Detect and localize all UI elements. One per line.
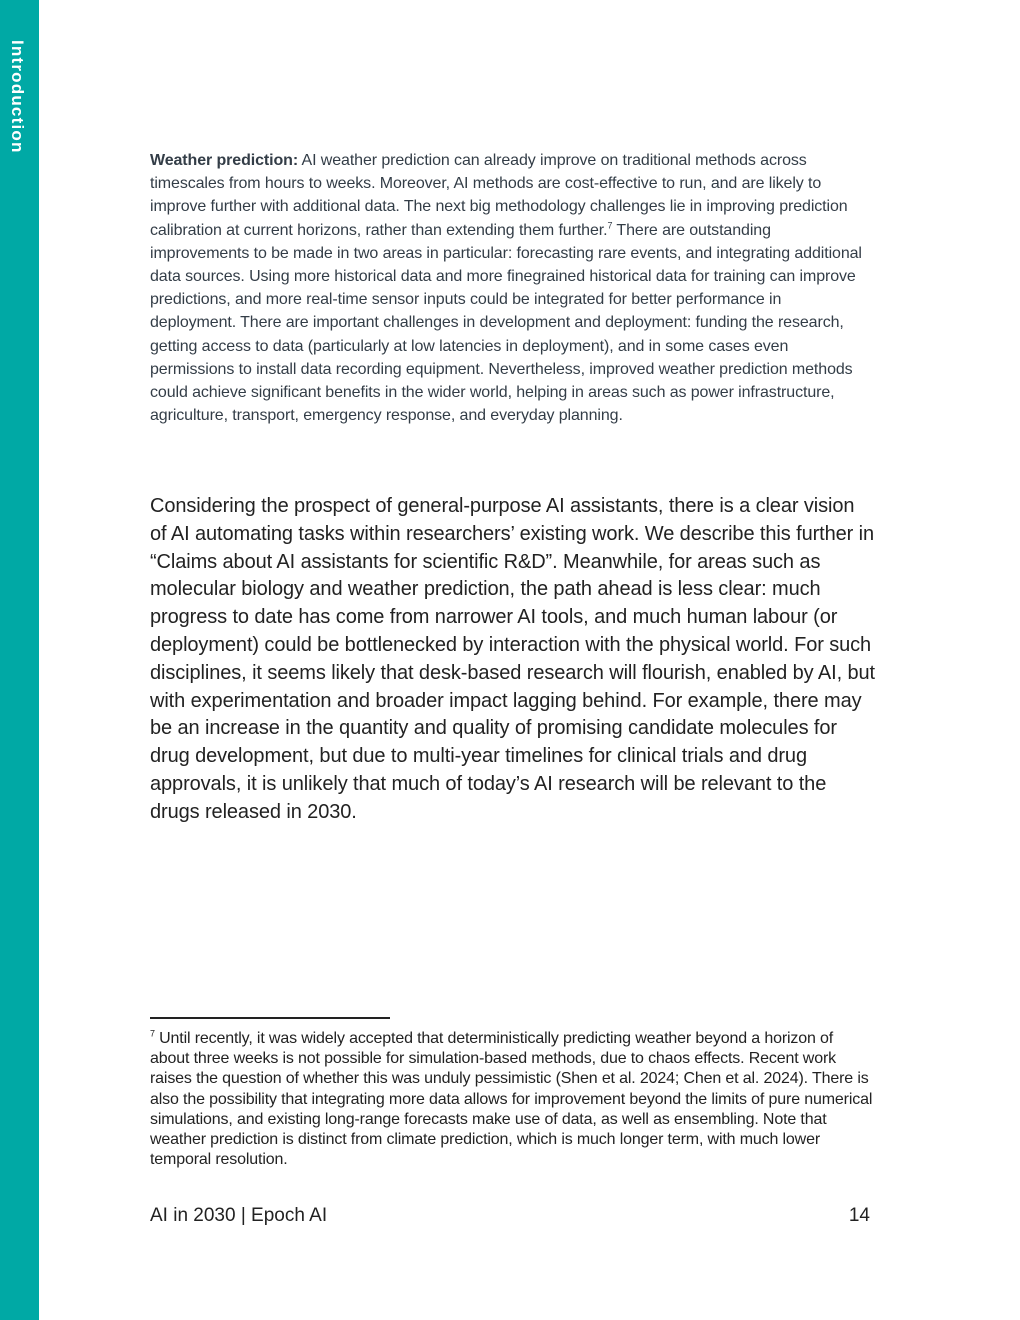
section-label: Introduction xyxy=(8,40,27,154)
footnote-text: Until recently, it was widely accepted that deterministically predicting weather beyond a horizon of about three weeks is not possible for simulation-based methods, due to chaos effects. Recent work raises the question of whether this was unduly pessimistic (Shen et al. 2024; Chen et al. 2024). There is also the possibility that integrating more data allows for improvement beyond the limits of pure numerical simulations, and existing long-range forecasts make use of data, as well as ensembling. Note that weather prediction is distinct from climate prediction, which is much longer term, with much lower temporal resolution. xyxy=(150,1030,873,1169)
footnote xyxy=(150,1029,875,1170)
footnote-divider xyxy=(150,1017,390,1019)
page-number: 14 xyxy=(848,1205,870,1226)
footer-title: AI in 2030 | Epoch AI xyxy=(150,1205,328,1226)
callout-text-part1: AI weather prediction can already improve on traditional methods across timescales from hours to weeks. Moreover, AI methods are cost-effective to run, and are likely to improve further with additional data. The next big methodology challenges lie in improving prediction calibration at current horizons, rather than extending them further. xyxy=(150,152,848,239)
callout-lead: Weather prediction: xyxy=(150,152,299,169)
callout-text-part2: There are outstanding improvements to be made in two areas in particular: forecasting rare events, and integrating additional data sources. Using more historical data and more finegrained historical data for training can improve predictions, and more real-time sensor inputs could be integrated for better performance in deployment. There are important challenges in development and deployment: funding the research, getting access to data (particularly at low latencies in deployment), and in some cases even permissions to install data recording equipment. Nevertheless, improved weather prediction methods could achieve significant benefits in the wider world, helping in areas such as power infrastructure, agriculture, transport, emergency response, and everyday planning. xyxy=(150,221,862,425)
footnote-reference[interactable]: 7 xyxy=(607,220,613,231)
footnote-number: 7 xyxy=(150,1028,155,1039)
main-paragraph: Considering the prospect of general-purpose AI assistants, there is a clear vision of AI automating tasks within researchers’ existing work. We describe this further in “Claims about AI assistants for scientific R&D”. Meanwhile, for areas such as molecular biology and weather prediction, the path ahead is less clear: much progress to date has come from narrower AI tools, and much human labour (or deployment) could be bottlenecked by interaction with the physical world. For such disciplines, it seems likely that desk-based research will flourish, enabled by AI, but with experimentation and broader impact lagging behind. For example, there may be an increase in the quantity and quality of promising candidate molecules for drug development, but due to multi-year timelines for clinical trials and drug approvals, it is unlikely that much of today’s AI research will be relevant to the drugs released in 2030. xyxy=(150,495,875,823)
section-sidebar xyxy=(0,0,39,1320)
weather-prediction-callout xyxy=(150,149,870,427)
